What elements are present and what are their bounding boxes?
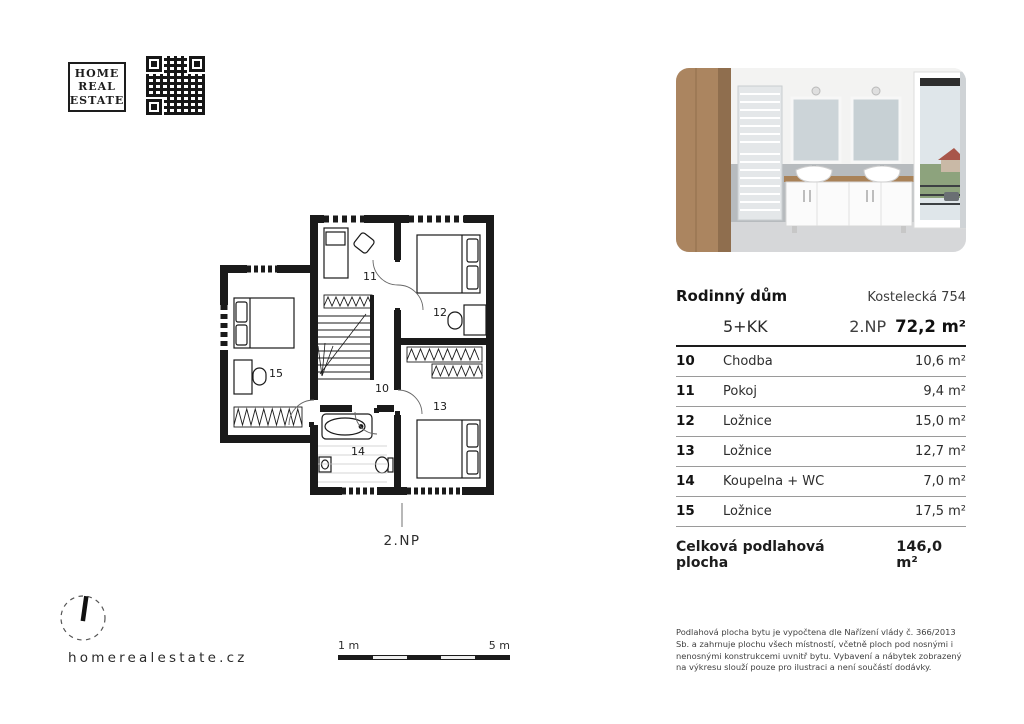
room-area: 10,6 m² — [915, 353, 966, 369]
bathroom-photo-art — [676, 68, 966, 252]
plan-stairs — [318, 314, 372, 379]
room-area: 12,7 m² — [915, 443, 966, 459]
table-row — [676, 467, 966, 497]
logo-line: ESTATE — [69, 93, 125, 107]
table-row — [676, 407, 966, 437]
room-number: 14 — [676, 473, 695, 489]
property-header — [676, 287, 966, 305]
north-compass-icon — [57, 591, 109, 647]
logo-line: REAL — [78, 80, 116, 94]
table-row — [676, 377, 966, 407]
room-name: Pokoj — [723, 383, 757, 399]
room-number: 12 — [676, 413, 695, 429]
room-name: Chodba — [723, 353, 773, 369]
bathroom-photo — [676, 68, 966, 252]
room-area: 17,5 m² — [915, 503, 966, 519]
room-name: Ložnice — [723, 503, 772, 519]
qr-finder-icon — [189, 56, 205, 72]
table-row — [676, 497, 966, 527]
room-number: 13 — [676, 443, 695, 459]
room-name: Ložnice — [723, 443, 772, 459]
property-subheader — [676, 317, 966, 336]
property-layout: 5+KK — [723, 317, 768, 336]
floor-area-group — [849, 317, 966, 336]
property-floor: 2.NP — [849, 317, 887, 336]
plan-room-number: 10 — [375, 382, 389, 395]
qr-finder-icon — [146, 99, 162, 115]
plan-room-number: 11 — [363, 270, 377, 283]
plan-room-number: 12 — [433, 306, 447, 319]
floor-plan-drawing — [212, 210, 502, 555]
plan-room-number: 13 — [433, 400, 447, 413]
scale-bar — [338, 639, 510, 660]
logo-line: HOME — [74, 66, 120, 80]
plan-room-number: 15 — [269, 367, 283, 380]
total-area-label: Celková podlahová plocha — [676, 539, 825, 571]
room-area: 15,0 m² — [915, 413, 966, 429]
property-address: Kostelecká 754 — [867, 290, 966, 305]
property-floor-area: 72,2 m² — [895, 317, 966, 336]
scale-bar-segments — [338, 655, 510, 660]
total-area-value: 146,0 m² — [896, 539, 943, 571]
property-type: Rodinný dům — [676, 287, 788, 305]
room-name: Ložnice — [723, 413, 772, 429]
plan-room-number: 14 — [351, 445, 365, 458]
room-number: 15 — [676, 503, 695, 519]
room-number: 11 — [676, 383, 695, 399]
table-row — [676, 437, 966, 467]
qr-code-icon — [146, 56, 205, 115]
room-name: Koupelna + WC — [723, 473, 825, 489]
property-info-panel — [676, 287, 966, 571]
room-number: 10 — [676, 353, 695, 369]
table-row — [676, 347, 966, 377]
room-area: 7,0 m² — [923, 473, 966, 489]
qr-finder-icon — [146, 56, 162, 72]
total-area-row — [676, 539, 966, 571]
floor-plan — [212, 210, 502, 559]
company-logo — [68, 62, 126, 112]
room-area: 9,4 m² — [923, 383, 966, 399]
website-link[interactable]: homerealestate.cz — [68, 650, 248, 666]
plan-floor-label: 2.NP — [383, 533, 421, 549]
scale-end-label: 5 m — [488, 639, 510, 652]
scale-start-label: 1 m — [338, 639, 360, 652]
legal-disclaimer: Podlahová plocha bytu je vypočtena dle Nařízení vlády č. 366/2013 Sb. a zahrnuje plochu všech místností, včetně ploch pod nosnými i nenosnými konstrukcemi uvnitř bytu. Vybavení a nábytek zobrazený na výkresu slouží pouze pro ilustraci a není součástí dodávky. — [676, 627, 962, 673]
